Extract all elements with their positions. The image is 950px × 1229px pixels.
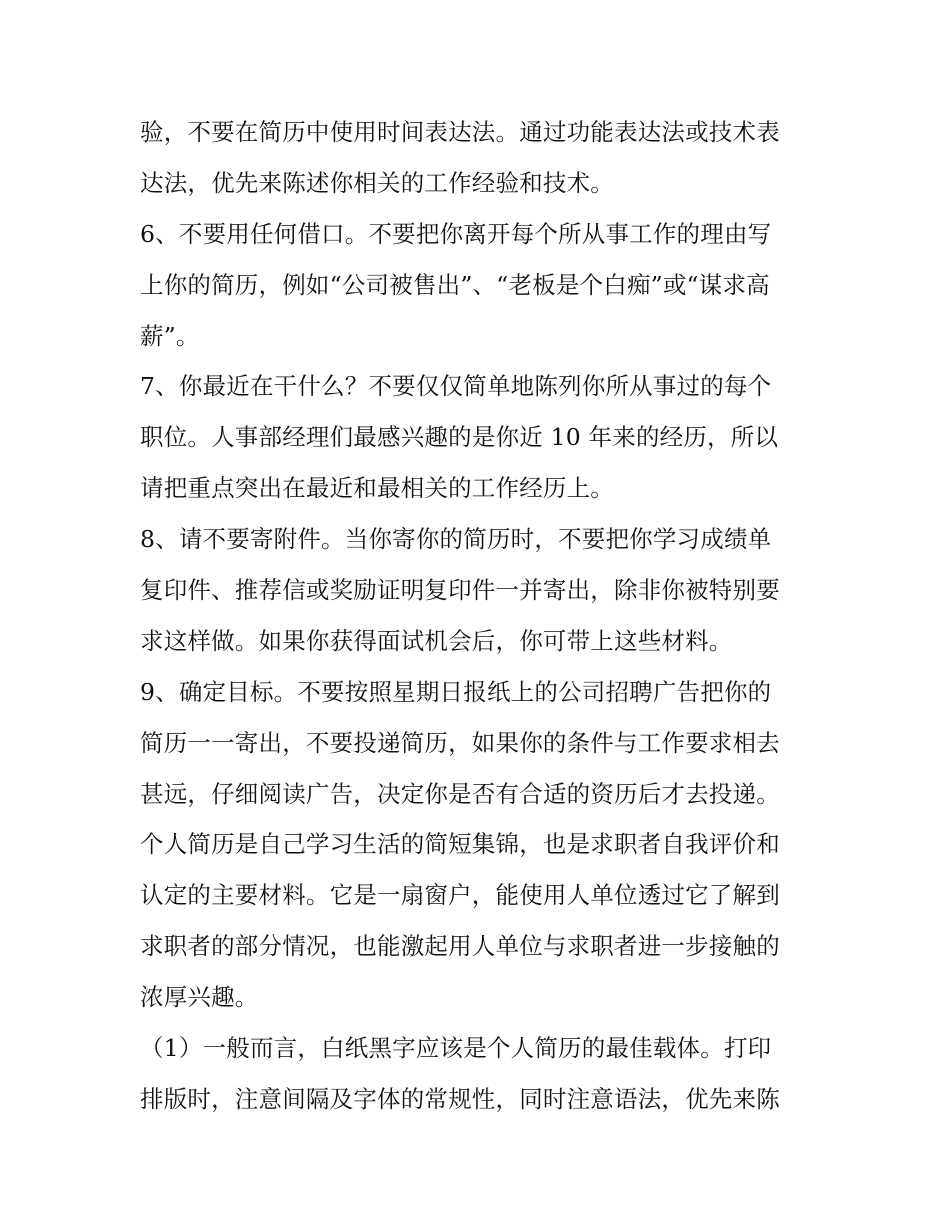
text-line: 8、请不要寄附件。当你寄你的简历时，不要把你学习成绩单 — [140, 525, 772, 554]
text-line: 排版时，注意间隔及字体的常规性，同时注意语法，优先来陈 — [140, 1084, 780, 1113]
text-line: 7、你最近在干什么？不要仅仅简单地陈列你所从事过的每个 — [140, 372, 772, 401]
text-line: 请把重点突出在最近和最相关的工作经历上。 — [140, 474, 614, 503]
text-line: 认定的主要材料。它是一扇窗户，能使用人单位透过它了解到 — [140, 881, 780, 910]
text-line: 简历一一寄出，不要投递简历，如果你的条件与工作要求相去 — [140, 728, 780, 757]
text-line: 9、确定目标。不要按照星期日报纸上的公司招聘广告把你的 — [140, 677, 772, 706]
text-line: 甚远，仔细阅读广告，决定你是否有合适的资历后才去投递。 — [140, 779, 780, 808]
document-body — [140, 107, 820, 1125]
text-line: 达法，优先来陈述你相关的工作经验和技术。 — [140, 168, 614, 197]
text-line: （1）一般而言，白纸黑字应该是个人简历的最佳载体。打印 — [140, 1034, 772, 1063]
text-line: 6、不要用任何借口。不要把你离开每个所从事工作的理由写 — [140, 219, 772, 248]
text-line: 上你的简历，例如“公司被售出”、“老板是个白痴”或“谋求高 — [140, 270, 770, 299]
text-line: 职位。人事部经理们最感兴趣的是你近 10 年来的经历，所以 — [140, 423, 779, 452]
text-line: 求这样做。如果你获得面试机会后，你可带上这些材料。 — [140, 626, 733, 655]
text-line: 薪”。 — [140, 321, 200, 350]
text-line: 验，不要在简历中使用时间表达法。通过功能表达法或技术表 — [140, 118, 780, 146]
text-line: 复印件、推荐信或奖励证明复印件一并寄出，除非你被特别要 — [140, 576, 780, 605]
text-line: 个人简历是自己学习生活的简短集锦，也是求职者自我评价和 — [140, 830, 780, 859]
text-line: 浓厚兴趣。 — [140, 983, 259, 1012]
text-line: 求职者的部分情况，也能激起用人单位与求职者进一步接触的 — [140, 932, 780, 961]
